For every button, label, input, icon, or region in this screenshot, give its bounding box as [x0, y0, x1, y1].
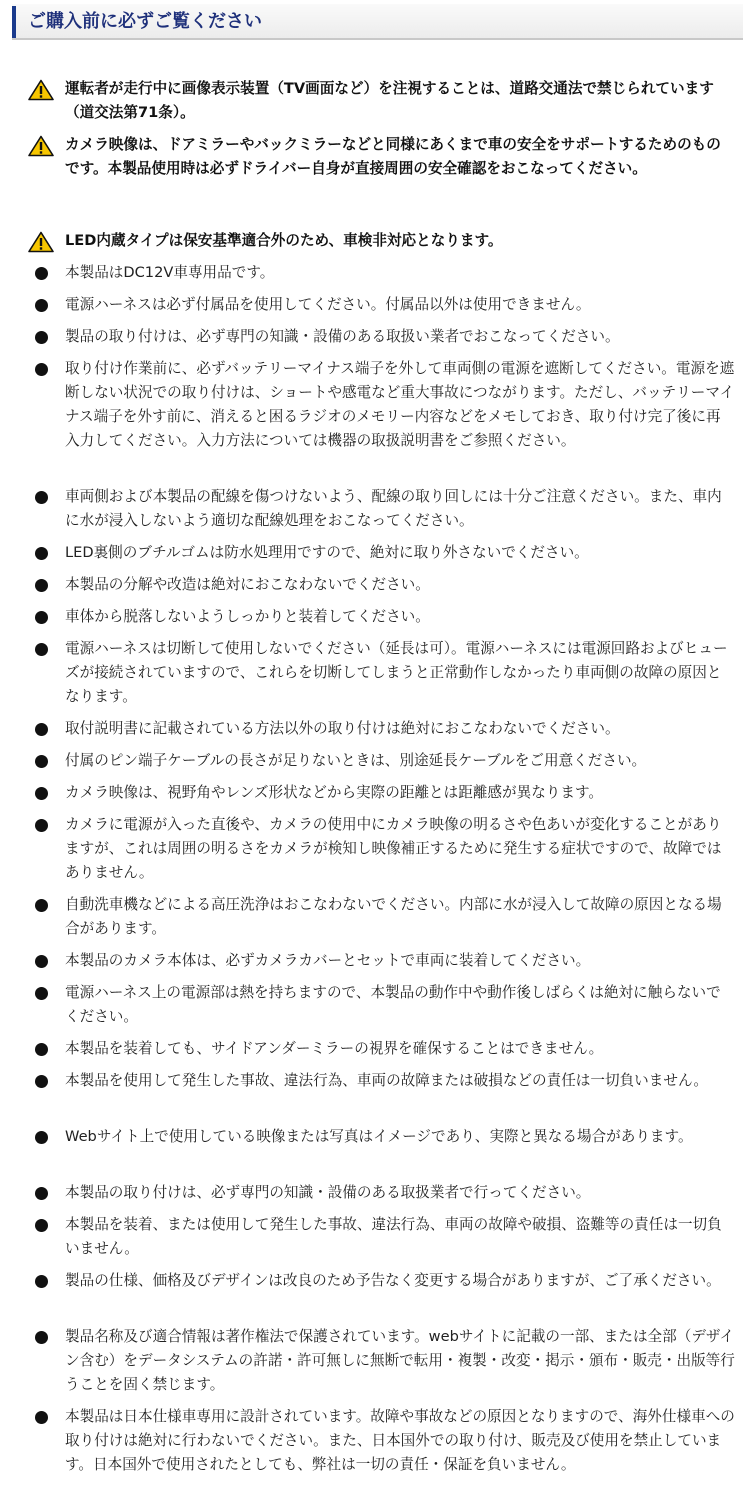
bullet-icon [35, 331, 48, 344]
bullet-icon [35, 1411, 48, 1424]
bullet-icon [35, 547, 48, 560]
list-item: 車両側および本製品の配線を傷つけないよう、配線の取り回しには十分ご注意ください。また、車内に水が浸入しないよう適切な配線処理をおこなってください。 [65, 488, 722, 529]
page-title: ご購入前に必ずご覧ください [28, 11, 262, 32]
bullet-icon [35, 819, 48, 832]
list-item: 本製品を装着、または使用して発生した事故、違法行為、車両の故障や破損、盗難等の責任は一切負いません。 [65, 1216, 722, 1257]
list-item: 本製品を装着しても、サイドアンダーミラーの視界を確保することはできません。 [65, 1040, 604, 1057]
bullet-icon [35, 267, 48, 280]
list-item: 本製品の分解や改造は絶対におこなわないでください。 [65, 576, 430, 593]
list-item: カメラ映像は、視野角やレンズ形状などから実際の距離とは距離感が異なります。 [65, 784, 604, 801]
bullet-icon [35, 611, 48, 624]
list-item: 本製品はDC12V車専用品です。 [65, 264, 275, 281]
warning-text: 運転者が走行中に画像表示装置（TV画面など）を注視することは、道路交通法で禁じられています（道交法第71条）。 [65, 80, 714, 121]
list-item: LED裏側のブチルゴムは防水処理用ですので、絶対に取り外さないでください。 [65, 544, 589, 561]
bullet-icon [35, 1043, 48, 1056]
list-item: 取り付け作業前に、必ずバッテリーマイナス端子を外して車両側の電源を遮断してください。電源を遮断しない状況での取り付けは、ショートや感電など重大事故につながります。ただし、バッテリーマイナス端子を外す前に、消えると困るラジオのメモリー内容などをメモしておき、取り付け完了後に再入力してください。入力方法については機器の取扱説明書をご参照ください。 [65, 360, 735, 449]
list-item: 製品名称及び適合情報は著作権法で保護されています。webサイトに記載の一部、または全部（デザイン含む）をデータシステムの許諾・許可無しに無断で転用・複製・改変・掲示・頒布・販売・出版等行うことを固く禁じます。 [65, 1328, 735, 1393]
list-item: 車体から脱落しないようしっかりと装着してください。 [65, 608, 430, 625]
list-item: 取付説明書に記載されている方法以外の取り付けは絶対におこなわないでください。 [65, 720, 620, 737]
list-item: Webサイト上で使用している映像または写真はイメージであり、実際と異なる場合があります。 [65, 1128, 693, 1145]
bullet-icon [35, 1075, 48, 1088]
bullet-icon [35, 787, 48, 800]
bullet-icon [35, 579, 48, 592]
bullet-icon [35, 1131, 48, 1144]
bullet-icon [35, 1187, 48, 1200]
warning-text: LED内蔵タイプは保安基準適合外のため、車検非対応となります。 [65, 232, 503, 249]
bullet-icon [35, 1275, 48, 1288]
list-item: 本製品のカメラ本体は、必ずカメラカバーとセットで車両に装着してください。 [65, 952, 591, 969]
bullet-icon [35, 363, 48, 376]
bullet-icon [35, 643, 48, 656]
warning-text: カメラ映像は、ドアミラーやバックミラーなどと同様にあくまで車の安全をサポートするためのものです。本製品使用時は必ずドライバー自身が直接周囲の安全確認をおこなってください。 [65, 136, 721, 177]
list-item: 電源ハーネス上の電源部は熱を持ちますので、本製品の動作中や動作後しばらくは絶対に触らないでください。 [65, 984, 721, 1025]
bullet-icon [35, 987, 48, 1000]
list-item: 自動洗車機などによる高圧洗浄はおこなわないでください。内部に水が浸入して故障の原因となる場合があります。 [65, 896, 722, 937]
list-item: 製品の仕様、価格及びデザインは改良のため予告なく変更する場合がありますが、ご了承ください。 [65, 1272, 721, 1289]
bullet-icon [35, 755, 48, 768]
list-item: 製品の取り付けは、必ず専門の知識・設備のある取扱い業者でおこなってください。 [65, 328, 620, 345]
list-item: 本製品は日本仕様車専用に設計されています。故障や事故などの原因となりますので、海外仕様車への取り付けは絶対に行わないでください。また、日本国外での取り付け、販売及び使用を禁止しています。日本国外で使用されたとしても、弊社は一切の責任・保証を負いません。 [65, 1408, 735, 1473]
bullet-icon [35, 955, 48, 968]
list-item: 電源ハーネスは切断して使用しないでください（延長は可）。電源ハーネスには電源回路およびヒューズが接続されていますので、これらを切断してしまうと正常動作しなかったり車両側の故障の原因となります。 [65, 640, 728, 705]
list-item: 電源ハーネスは必ず付属品を使用してください。付属品以外は使用できません。 [65, 296, 591, 313]
warning-icon [28, 231, 54, 253]
list-item: 付属のピン端子ケーブルの長さが足りないときは、別途延長ケーブルをご用意ください。 [65, 752, 647, 769]
bullet-icon [35, 491, 48, 504]
list-item: 本製品の取り付けは、必ず専門の知識・設備のある取扱業者で行ってください。 [65, 1184, 591, 1201]
list-item: カメラに電源が入った直後や、カメラの使用中にカメラ映像の明るさや色あいが変化することがありますが、これは周囲の明るさをカメラが検知し映像補正するために発生する症状ですので、故障ではありません。 [65, 816, 722, 881]
warning-icon [28, 79, 54, 101]
bullet-icon [35, 1331, 48, 1344]
list-item: 本製品を使用して発生した事故、違法行為、車両の故障または破損などの責任は一切負いません。 [65, 1072, 709, 1089]
warning-icon [28, 135, 54, 157]
bullet-icon [35, 299, 48, 312]
bullet-icon [35, 723, 48, 736]
bullet-icon [35, 899, 48, 912]
bullet-icon [35, 1219, 48, 1232]
